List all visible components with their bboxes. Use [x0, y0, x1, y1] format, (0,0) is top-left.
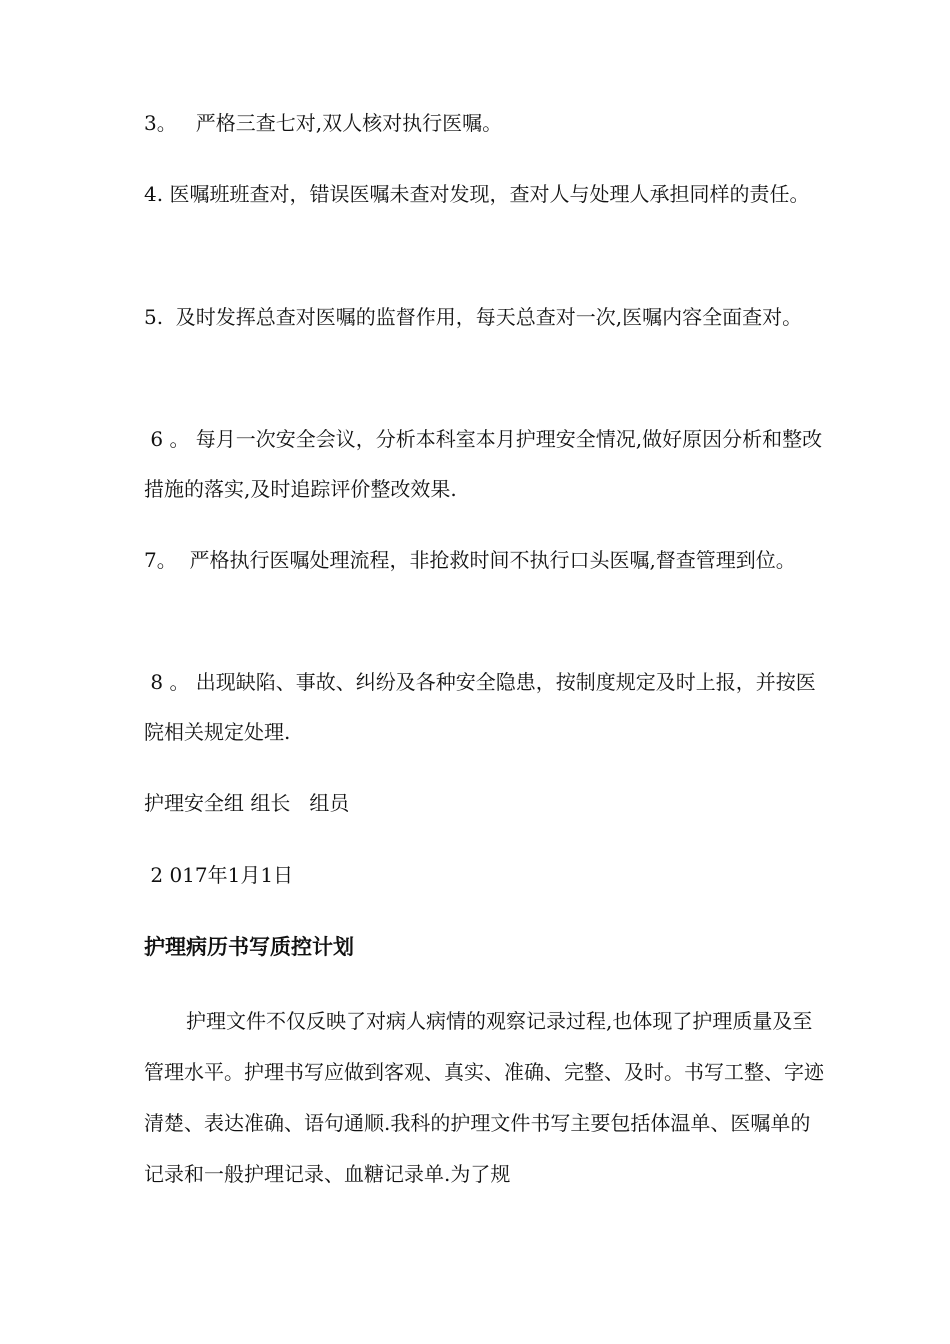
item-5: 5. 及时发挥总查对医嘱的监督作用，每天总查对一次,医嘱内容全面查对。: [144, 305, 803, 329]
item-6: 6 。 每月一次安全会议，分析本科室本月护理安全情况,做好原因分析和整改措施的落实,及时追踪评价整改效果.: [144, 427, 823, 501]
item-3: 3。 严格三查七对,双人核对执行医嘱。: [144, 111, 503, 135]
intro-paragraph: 护理文件不仅反映了对病人病情的观察记录过程,也体现了护理质量及至管理水平。护理书写应做到客观、真实、准确、完整、及时。书写工整、字迹清楚、表达准确、语句通顺.我科的护理文件书写主要包括体温单、医嘱单的记录和一般护理记录、血糖记录单.为了规: [144, 1009, 824, 1186]
item-4: 4. 医嘱班班查对，错误医嘱未查对发现，查对人与处理人承担同样的责任。: [144, 182, 810, 206]
section-title: 护理病历书写质控计划: [144, 935, 354, 959]
date-line: 2 017年1月1日: [144, 863, 294, 887]
item-7: 7。 严格执行医嘱处理流程，非抢救时间不执行口头医嘱,督查管理到位。: [144, 548, 796, 572]
item-8: 8 。 出现缺陷、事故、纠纷及各种安全隐患，按制度规定及时上报，并按医院相关规定处理.: [144, 670, 816, 744]
signature-line: 护理安全组 组长 组员: [144, 791, 350, 815]
